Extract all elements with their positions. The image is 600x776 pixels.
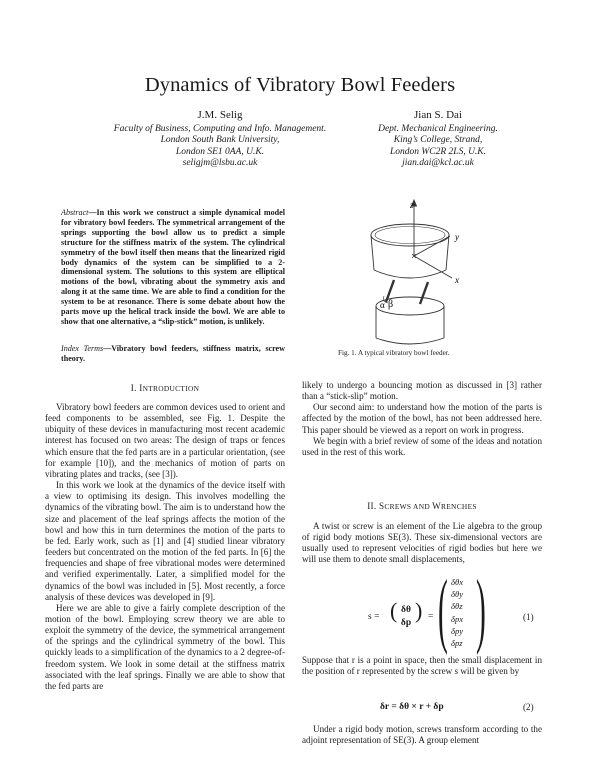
abstract-label: Abstract	[61, 208, 89, 217]
equation-1-bottom: δp	[400, 618, 412, 628]
paragraph: likely to undergo a bouncing motion as discussed in [3] rather than a “stick-slip” motion.	[302, 380, 542, 402]
vector-entry: δpz	[451, 638, 463, 649]
bowl-right-wall	[446, 235, 449, 270]
paren-left: (	[390, 598, 398, 623]
bowl-feeder-figure	[338, 190, 538, 350]
axis-label-x: x	[455, 275, 459, 285]
leaf-spring	[420, 282, 428, 304]
index-terms-label: Index Terms	[61, 344, 104, 353]
base-top	[376, 297, 444, 315]
author-affiliation: London South Bank University,	[160, 135, 280, 146]
equation-1-equals: =	[428, 612, 434, 622]
author-address: London SE1 0AA, U.K.	[175, 146, 265, 157]
paragraph: Vibratory bowl feeders are common devices used to orient and feed components to be assembled, see Fig. 1. Despite the ubiquity of these devices in manufacturing most recent academic interest has focused on two areas: The design of traps or fences which ensure that the fed parts are in a particular orientation, (see for example [10]), and the mechanics of motion of parts on vibrating plates and tracks, (see [3]).	[45, 402, 285, 479]
figure-caption: Fig. 1. A typical vibratory bowl feeder.	[338, 349, 450, 357]
section2-paragraph-2	[302, 655, 542, 677]
abstract-text: —In this work we construct a simple dynamical model for vibratory bowl feeders. The symmetrical arrangement of the springs supporting the bowl allow us to predict a simple structure for the stiffness matrix of the system. The cylindrical symmetry of the bowl itself then means that the linearized rigid body dynamics of the system can be simplified to a 2-dimensional system. The solutions to this system are elliptical motions of the bowl, vibrating about the symmetry axis and along it at the same time. We are able to find a condition for the system to be at resonance. There is some debate about how the parts move up the helical track inside the bowl. We are able to show that one alternative, a “slip-stick” motion, is unlikely.	[61, 208, 285, 326]
axis-label-y: y	[455, 232, 459, 242]
index-terms	[61, 344, 285, 364]
paper-title: Dynamics of Vibratory Bowl Feeders	[144, 74, 456, 96]
author-affiliation: Faculty of Business, Computing and Info. Management.	[113, 123, 327, 134]
column-right-body-top	[302, 380, 542, 458]
paragraph: A twist or screw is an element of the Lie algebra to the group of rigid body motions SE(3). These six-dimensional vectors are usually used to represent velocities of rigid bodies but here we will use them to denote small displacements,	[302, 521, 542, 565]
section-heading-introduction: I. INTRODUCTION	[130, 383, 200, 393]
paragraph: Here we are able to give a fairly complete description of the motion of the bowl. Employing screw theory we are able to exploit the symmetry of the device, the symmetrical arrangement of the springs and the cylindrical symmetry of the bowl. This quickly leads to a simplification of the dynamics to a 2 degree-of-freedom system. We look in some detail at the stiffness matrix associated with the leaf springs. Finally we are able to show that the fed parts are	[45, 602, 285, 691]
equation-1-number: (1)	[523, 612, 534, 622]
author-name: J.M. Selig	[197, 109, 243, 121]
section2-paragraph-3	[302, 724, 542, 746]
column-left-body	[45, 402, 285, 692]
author-block-selig	[70, 110, 370, 170]
angle-label-beta: β	[388, 299, 394, 310]
author-address: London WC2R 2LS, U.K.	[389, 146, 487, 157]
equation-2-number: (2)	[523, 702, 534, 712]
equation-2: δr = δθ × r + δp	[380, 702, 444, 712]
equation-1-vector	[451, 576, 475, 649]
author-email: seligjm@lsbu.ac.uk	[182, 158, 258, 169]
paren-right: )	[415, 598, 423, 623]
author-block-dai	[338, 110, 538, 170]
vector-entry: δθy	[451, 589, 464, 600]
author-affiliation: Dept. Mechanical Engineering.	[378, 123, 498, 134]
vector-entry: δpy	[451, 625, 464, 636]
paragraph: Our second aim: to understand how the motion of the parts is affected by the motion of the bowl, has not been addressed here. This paper should be viewed as a report on work in progress.	[302, 402, 542, 435]
equation-1-top: δθ	[401, 605, 411, 615]
bowl-inner-rim	[375, 227, 445, 244]
paragraph: Suppose that r is a point in space, then the small displacement in the position of r represented by the screw s will be given by	[302, 655, 542, 677]
paragraph: Under a rigid body motion, screws transform according to the adjoint representation of SE(3). A group element	[302, 724, 542, 746]
base-bottom-edge	[376, 338, 444, 344]
author-email: jian.dai@kcl.ac.uk	[402, 158, 474, 169]
section-heading-screws-and-wrenches: II. SCREWS AND WRENCHES	[367, 501, 477, 511]
bowl-left-wall	[371, 235, 374, 270]
index-terms-text: —Vibratory bowl feeders, stiffness matrix, screw theory.	[61, 344, 285, 363]
vector-paren-left: (	[438, 563, 448, 656]
vector-paren-right: )	[476, 563, 486, 656]
vector-entry: δpx	[451, 613, 464, 624]
angle-label-alpha: α	[380, 300, 385, 310]
abstract	[61, 208, 285, 327]
paragraph: We begin with a brief review of some of the ideas and notation used in the rest of this work.	[302, 435, 542, 457]
author-name: Jian S. Dai	[414, 109, 462, 121]
axis-label-z: z	[410, 200, 414, 210]
bowl-bottom-edge	[374, 270, 446, 278]
paragraph: In this work we look at the dynamics of the device itself with a view to optimising its design. This involves modelling the dynamics of the vibrating bowl. The aim is to understand how the size and placement of the leaf springs affects the motion of the bowl and how this in turn determines the motion of the parts to be fed. Early work, such as [1] and [4] studied linear vibratory feeders but concentrated on the motion of the fed parts. In [6] the frequencies and shape of free vibrational modes were determined and verified experimentally. Later, a simplified model for the dynamics of the bowl was included in [5]. Most recently, a force analysis of these devices was developed in [9].	[45, 480, 285, 602]
vector-entry: δθx	[451, 577, 464, 587]
section2-paragraph-1	[302, 521, 542, 566]
vector-entry: δθz	[451, 601, 463, 612]
author-affiliation: King’s College, Strand,	[393, 135, 483, 146]
equation-1-lhs: s =	[368, 612, 380, 622]
